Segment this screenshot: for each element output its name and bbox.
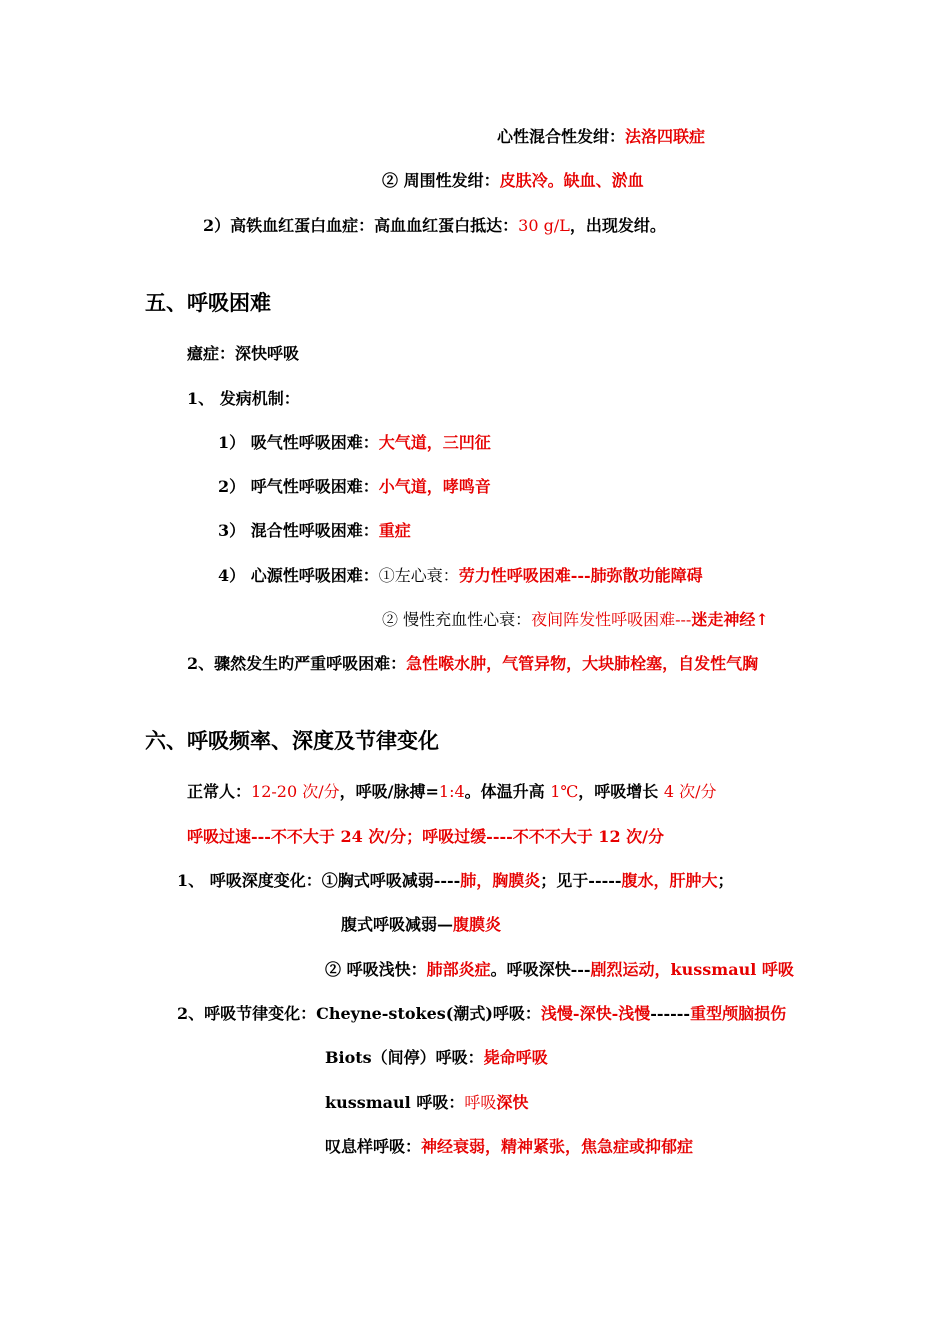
body-text: 2、呼吸节律变化：Cheyne-stokes(潮式)呼吸： — [177, 1004, 541, 1023]
highlight-text: 1:4 — [438, 782, 465, 801]
body-text: 腹式呼吸减弱— — [341, 915, 454, 934]
text-line — [218, 433, 491, 453]
text-line — [187, 782, 717, 802]
section-heading: 五、呼吸困难 — [145, 290, 271, 315]
highlight-text: 呼吸 — [464, 1093, 497, 1112]
body-text: ② 慢性充血性心衰： — [382, 610, 532, 629]
highlight-text: 肺部炎症 — [426, 960, 491, 979]
text-line — [218, 521, 411, 541]
section-heading: 六、呼吸频率、深度及节律变化 — [145, 728, 439, 753]
text-line — [382, 171, 644, 191]
body-text: Biots（间停）呼吸： — [325, 1048, 484, 1067]
text-line — [177, 1004, 786, 1024]
body-text: ，呼吸增长 — [578, 782, 664, 801]
body-text: ； — [717, 871, 734, 890]
body-text: 2、骤然发生旳严重呼吸困难： — [187, 654, 407, 673]
body-text: 叹息样呼吸： — [325, 1137, 422, 1156]
body-text: ② 呼吸浅快： — [325, 960, 427, 979]
body-text: ------ — [650, 1004, 691, 1023]
highlight-text: 夜间阵发性呼吸困难--- — [531, 610, 692, 629]
highlight-text: 神经衰弱，精神紧张，焦急症或抑郁症 — [421, 1137, 694, 1156]
body-text: ，出现发绀。 — [569, 216, 666, 235]
highlight-text: 浅慢-深快-浅慢 — [540, 1004, 651, 1023]
body-text: 正常人： — [187, 782, 252, 801]
text-line — [187, 389, 300, 409]
body-text: 1） 吸气性呼吸困难： — [218, 433, 379, 452]
text-line — [382, 610, 769, 630]
highlight-text: 呼吸过速---不不大于 24 次/分；呼吸过缓----不不不大于 12 次/分 — [187, 827, 664, 846]
text-line — [203, 216, 666, 236]
body-text: 1、 呼吸深度变化：①胸式呼吸减弱---- — [177, 871, 461, 890]
highlight-text: 毙命呼吸 — [483, 1048, 548, 1067]
text-line — [497, 127, 705, 147]
highlight-text: 小气道，哮鸣音 — [378, 477, 491, 496]
highlight-text: 剧烈运动，kussmaul 呼吸 — [590, 960, 794, 979]
body-text: 2）高铁血红蛋白血症：高血血红蛋白抵达： — [203, 216, 519, 235]
text-line — [325, 1137, 693, 1157]
body-text: 3） 混合性呼吸困难： — [218, 521, 379, 540]
highlight-text: 肺，胸膜炎 — [460, 871, 541, 890]
highlight-text: 30 g/L — [518, 216, 570, 235]
text-line — [177, 871, 734, 891]
text-line — [187, 827, 664, 847]
highlight-text: 深快 — [496, 1093, 529, 1112]
body-text: kussmaul 呼吸： — [325, 1093, 465, 1112]
highlight-text: 急性喉水肿，气管异物，大块肺栓塞，自发性气胸 — [406, 654, 759, 673]
body-text: 2） 呼气性呼吸困难： — [218, 477, 379, 496]
body-text: 。体温升高 — [464, 782, 551, 801]
highlight-text: 腹膜炎 — [453, 915, 502, 934]
body-text: 。呼吸深快--- — [490, 960, 591, 979]
highlight-text: 腹水，肝肿大 — [621, 871, 718, 890]
highlight-text: 1℃ — [550, 782, 579, 801]
highlight-text: 劳力性呼吸困难---肺弥散功能障碍 — [458, 566, 703, 585]
text-line — [341, 915, 501, 935]
text-line — [218, 477, 491, 497]
body-text: 心性混合性发绀： — [497, 127, 626, 146]
text-line — [325, 1048, 548, 1068]
body-text: ② 周围性发绀： — [382, 171, 500, 190]
highlight-text: 重症 — [378, 521, 411, 540]
highlight-text: 皮肤冷。缺血、淤血 — [499, 171, 644, 190]
highlight-text: 4 次/分 — [663, 782, 717, 801]
text-line — [187, 654, 758, 674]
highlight-text: 大气道，三凹征 — [378, 433, 491, 452]
body-text: 癔症：深快呼吸 — [187, 344, 300, 363]
text-line — [187, 344, 299, 364]
text-line — [325, 960, 794, 980]
body-text: 1、 发病机制： — [187, 389, 300, 408]
body-text: ①左心衰： — [378, 566, 459, 585]
body-text: 4） 心源性呼吸困难： — [218, 566, 379, 585]
body-text: ，呼吸/脉搏= — [339, 782, 439, 801]
highlight-text: 12-20 次/分 — [251, 782, 340, 801]
highlight-text: 迷走神经↑ — [691, 610, 769, 629]
text-line — [325, 1093, 528, 1113]
highlight-text: 重型颅脑损伤 — [690, 1004, 787, 1023]
text-line — [218, 566, 703, 586]
highlight-text: 法洛四联症 — [625, 127, 706, 146]
body-text: ；见于----- — [540, 871, 622, 890]
